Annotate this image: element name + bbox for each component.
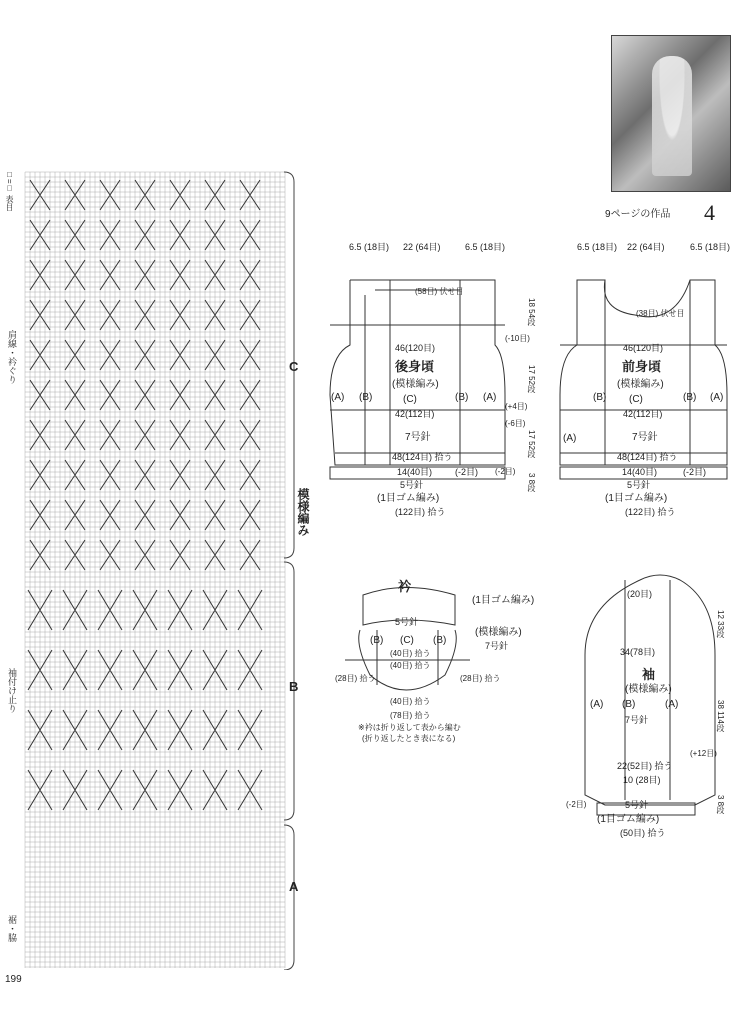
back-bottom: (122目) 拾う [395, 507, 446, 517]
back-a-left: (A) [331, 392, 345, 403]
back-decrease: (-2目) [455, 467, 478, 477]
sleeve-decrease: (-2目) [566, 800, 587, 809]
sleeve-rib-needle: 5号針 [625, 800, 649, 810]
knitting-chart [5, 170, 295, 970]
front-top-left: 6.5 (18目) [577, 242, 618, 252]
front-b-left: (B) [593, 392, 607, 403]
chart-section-b: B [289, 679, 299, 694]
front-b-right: (B) [683, 392, 697, 403]
collar-r3: (40目) 拾う [390, 697, 431, 706]
mid-dim-3: 17 52段 [527, 430, 536, 459]
mid-dim-4: 3 8段 [527, 473, 536, 493]
back-rib-needle: 5号針 [400, 480, 424, 490]
front-a-right: (A) [710, 392, 724, 403]
page-number: 199 [5, 974, 22, 985]
front-top-mid: 22 (64目) [627, 242, 665, 252]
collar-side-right: (28目) 拾う [460, 674, 501, 683]
sleeve-width-2: 22(52目) 拾う [617, 761, 673, 771]
collar-side-left: (28目) 拾う [335, 674, 376, 683]
back-top-mid: 22 (64目) [403, 242, 441, 252]
front-width-3: 48(124目) 拾う [617, 452, 678, 462]
front-width-4: 14(40目) [622, 467, 658, 477]
back-title: 後身頃 [395, 359, 435, 374]
collar-note-2: (折り返したとき表になる) [362, 734, 456, 743]
back-neck: (58目) 伏せ目 [415, 287, 464, 296]
collar-c: (C) [400, 635, 414, 646]
chart-section-c: C [289, 359, 299, 374]
piece-number: 4 [704, 200, 715, 225]
front-width-2: 42(112目) [623, 409, 663, 419]
back-center: (C) [403, 394, 417, 405]
back-needle: 7号針 [405, 432, 431, 443]
reference-text: 9ページの作品 [605, 209, 671, 220]
back-ribbing: (1目ゴム編み) [377, 493, 440, 504]
collar-pattern: (模様編み) [475, 627, 522, 638]
back-width-3: 48(124目) 拾う [392, 452, 453, 462]
sleeve-dim-3: 3 8段 [716, 795, 725, 815]
sleeve-dim-2: 38 114段 [716, 700, 725, 732]
front-ribbing: (1目ゴム編み) [605, 493, 668, 504]
back-top-right: 6.5 (18目) [465, 242, 506, 252]
back-top-left: 6.5 (18目) [349, 242, 390, 252]
mid-dim-2: 17 52段 [527, 365, 536, 394]
sleeve-width-1: 34(78目) [620, 647, 656, 657]
sleeve-bottom: (50目) 拾う [620, 828, 666, 838]
front-center: (C) [629, 394, 643, 405]
front-title: 前身頃 [622, 359, 662, 374]
front-bottom: (122目) 拾う [625, 507, 676, 517]
chart-side-mark-shoulder: 肩線・衿ぐり [7, 330, 17, 384]
front-pattern: (模様編み) [617, 379, 664, 390]
garment-photo [611, 35, 731, 192]
collar-b-left: (B) [370, 635, 384, 646]
chart-side-mark-armhole: 袖付け止り [7, 668, 17, 713]
sleeve-b: (B) [622, 699, 636, 710]
collar-rib-needle: 5号針 [395, 617, 419, 627]
front-needle: 7号針 [632, 432, 658, 443]
front-decrease: (-2目) [683, 467, 706, 477]
mid-side-1: (-10目) [505, 334, 530, 343]
sleeve-needle: 7号針 [625, 715, 649, 725]
collar-ribbing: (1目ゴム編み) [472, 595, 535, 606]
back-width-2: 42(112目) [395, 409, 435, 419]
back-b-left: (B) [359, 392, 373, 403]
chart-section-a: A [289, 879, 299, 894]
front-width-1: 46(120目) [623, 343, 664, 353]
mid-side-3: (-6目) [505, 419, 526, 428]
collar-note-1: ※衿は折り返して表から編む [358, 723, 461, 732]
back-width-1: 46(120目) [395, 343, 436, 353]
mid-side-4: (-2目) [495, 467, 516, 476]
collar-title: 衿 [398, 579, 412, 594]
chart-title: 模様編み [296, 488, 310, 536]
sleeve-width-3: 10 (28目) [623, 775, 661, 785]
front-a-left: (A) [563, 433, 577, 444]
chart-brackets [282, 170, 312, 970]
sleeve-a-left: (A) [590, 699, 604, 710]
collar-r2: (40目) 拾う [390, 661, 431, 670]
collar-r4: (78目) 拾う [390, 711, 431, 720]
back-width-4: 14(40目) [397, 467, 433, 477]
collar-needle: 7号針 [485, 641, 509, 651]
front-top-right: 6.5 (18目) [690, 242, 731, 252]
collar-r1: (40目) 拾う [390, 649, 431, 658]
sleeve-title: 袖 [642, 667, 656, 682]
sleeve-top: (20目) [627, 589, 653, 599]
chart-legend: □=□ 表目 [5, 170, 14, 211]
front-rib-needle: 5号針 [627, 480, 651, 490]
back-pattern: (模様編み) [392, 379, 439, 390]
back-a-right: (A) [483, 392, 497, 403]
collar-b-right: (B) [433, 635, 447, 646]
front-neck: (38目) 伏せ目 [636, 309, 685, 318]
sleeve-a-right: (A) [665, 699, 679, 710]
chart-grid [5, 170, 295, 970]
sleeve-dim-1: 12 33段 [716, 610, 725, 639]
back-b-right: (B) [455, 392, 469, 403]
sleeve-ribbing: (1目ゴム編み) [597, 814, 660, 825]
sleeve-pattern: (模様編み) [625, 684, 672, 695]
chart-side-mark-hem: 裾・脇 [7, 915, 17, 942]
mid-side-2: (+4目) [505, 402, 528, 411]
sleeve-increase: (+12目) [690, 749, 717, 758]
mid-dim-1: 18 54段 [527, 298, 536, 327]
